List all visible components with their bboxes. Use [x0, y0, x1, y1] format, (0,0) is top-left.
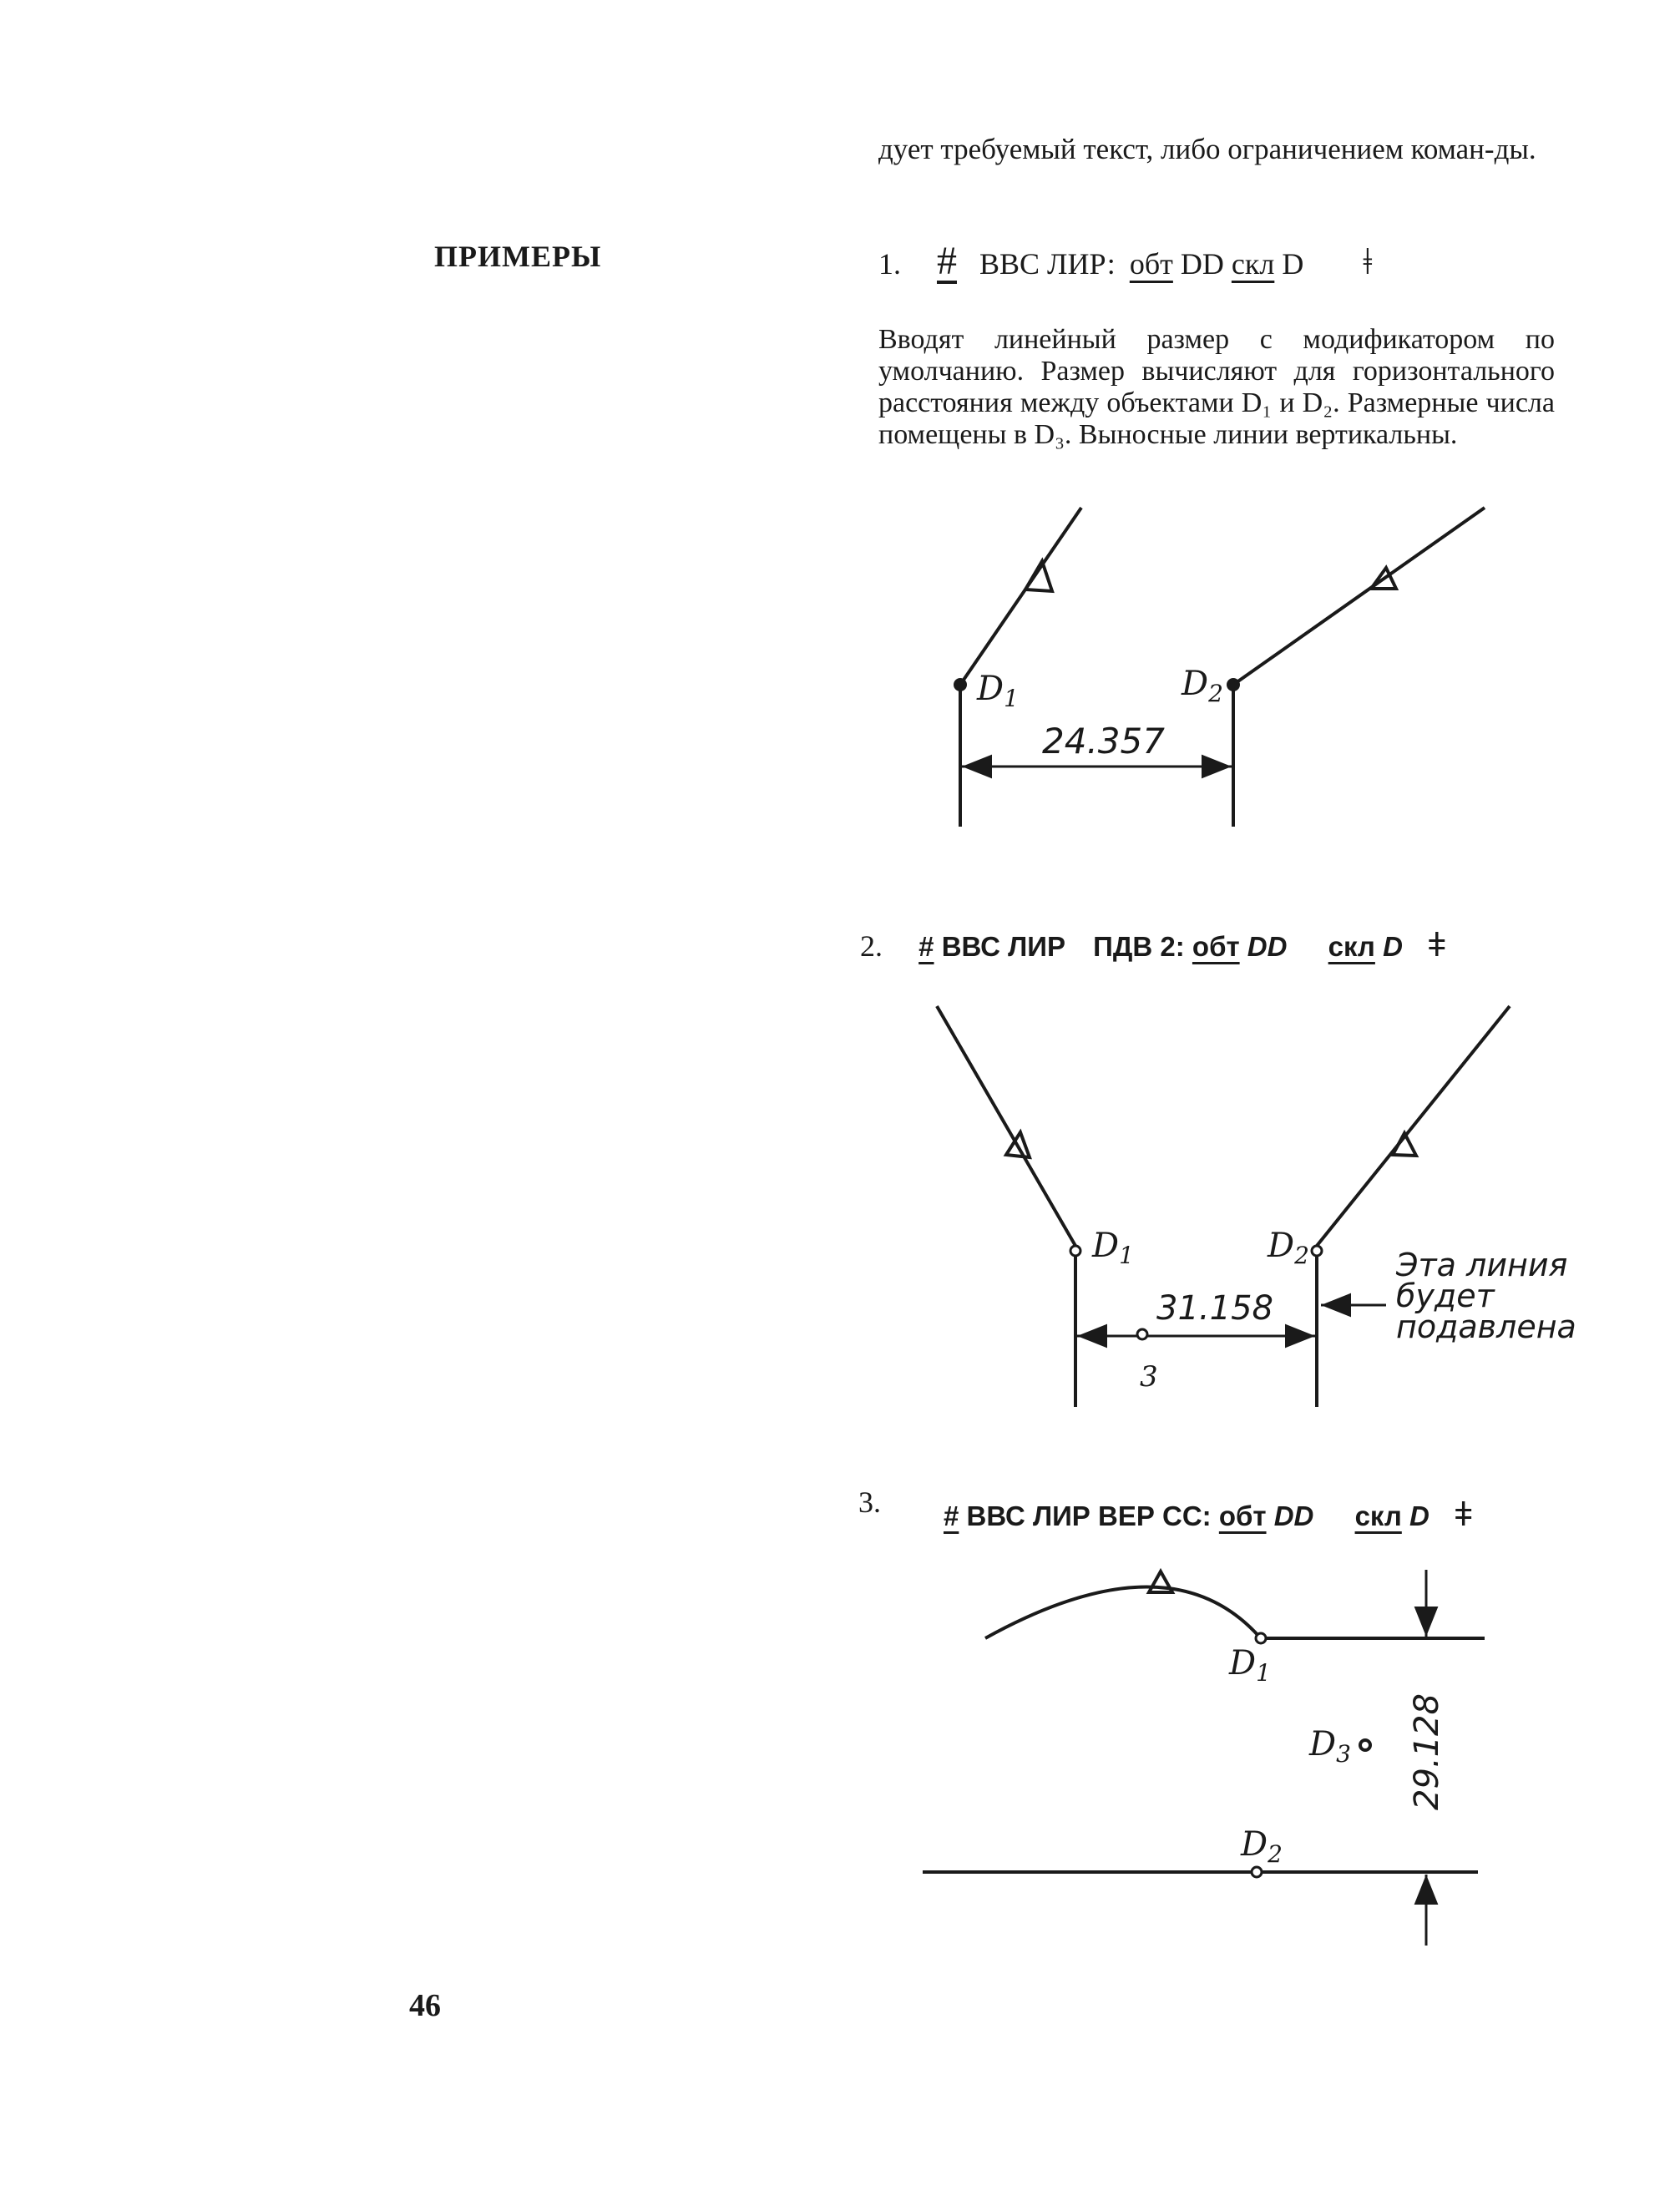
- example-1-number: 1.: [878, 247, 901, 281]
- fig3-label-d2: $D_2$: [1241, 1825, 1283, 1868]
- fig3-point-d2: [1252, 1867, 1262, 1877]
- example-1-command-name: ВВС ЛИР:: [979, 247, 1116, 281]
- example-3-terminator: ǂ: [1454, 1496, 1474, 1533]
- fig2-note-line-3: подавлена: [1396, 1308, 1576, 1345]
- example-1-value2: D: [1282, 247, 1304, 281]
- example-2-command-name: ВВС ЛИР: [941, 931, 1065, 962]
- fig1-point-d1: [955, 680, 965, 690]
- fig3-arc: [985, 1586, 1259, 1638]
- section-heading: ПРИМЕРЫ: [434, 240, 602, 273]
- example-3-hash: #: [944, 1500, 959, 1531]
- fig3-triangle-marker: [1149, 1571, 1172, 1592]
- example-2-arg2: скл: [1328, 931, 1375, 962]
- example-1-arg1: обт: [1129, 247, 1173, 281]
- example-1-arg2: скл: [1231, 247, 1275, 281]
- fig1-triangle-marker-1: [1025, 561, 1052, 591]
- page-number: 46: [409, 1988, 441, 2023]
- fig1-point-d2: [1228, 680, 1238, 690]
- example-2-terminator: ǂ: [1427, 927, 1447, 964]
- example-1-terminator: ǂ: [1363, 241, 1373, 282]
- fig2-label-d3: 3: [1140, 1360, 1158, 1394]
- example-2-arg1: обт: [1192, 931, 1240, 962]
- fig3-dimension-value: 29.128: [1408, 1693, 1446, 1810]
- intro-paragraph: дует требуемый текст, либо ограничением коман-ды.: [878, 133, 1536, 165]
- example-3-arg1: обт: [1218, 1500, 1267, 1531]
- fig1-label-d1: $D_1$: [977, 670, 1019, 712]
- example-1-hash: #: [937, 239, 957, 283]
- example-3-value1: DD: [1273, 1500, 1314, 1531]
- fig1-object-line-1: [960, 508, 1081, 685]
- example-3-value2: D: [1409, 1500, 1430, 1531]
- example-2-hash: #: [918, 931, 934, 962]
- fig2-triangle-marker-2: [1393, 1133, 1416, 1156]
- fig1-label-d2: $D_2$: [1182, 665, 1223, 707]
- fig2-note-line-2: будет: [1396, 1278, 1495, 1314]
- fig2-object-line-1: [937, 1006, 1075, 1246]
- example-3-number: 3.: [858, 1485, 881, 1519]
- fig2-note-line-1: Эта линия: [1396, 1247, 1568, 1283]
- fig3-label-d3: $D_3$: [1309, 1725, 1351, 1768]
- fig2-point-d2: [1312, 1246, 1322, 1256]
- fig3-label-d1: $D_1$: [1229, 1644, 1271, 1687]
- fig2-point-d3: [1137, 1329, 1147, 1339]
- example-2-value2: D: [1383, 931, 1403, 962]
- example-2-number: 2.: [860, 929, 883, 963]
- example-3-arg2: скл: [1354, 1500, 1402, 1531]
- figure-1: [955, 508, 1485, 827]
- example-1-value1: DD: [1180, 247, 1224, 281]
- fig1-object-line-2: [1233, 508, 1485, 685]
- fig3-point-d1: [1256, 1633, 1266, 1643]
- fig2-label-d2: $D_2$: [1268, 1227, 1309, 1269]
- example-2-value1: DD: [1247, 931, 1288, 962]
- figure-2: [937, 1006, 1510, 1407]
- example-3-command-name: ВВС ЛИР ВЕР СС:: [966, 1500, 1212, 1531]
- example-1-description: Вводят линейный размер с модификатором по умолчанию. Размер вычисляют для горизонтального расстояния между объектами D₁ и D₂. Размерные числа помещены в D₃. Выносные линии вертикальны.: [878, 324, 1555, 450]
- fig2-point-d1: [1070, 1246, 1080, 1256]
- fig2-object-line-2: [1317, 1006, 1510, 1246]
- example-2-modifier: ПДВ 2:: [1093, 931, 1185, 962]
- fig2-dimension-value: 31.158: [1156, 1289, 1273, 1328]
- fig2-label-d1: $D_1$: [1092, 1227, 1134, 1269]
- figure-3: [923, 1570, 1485, 1946]
- fig1-dimension-value: 24.357: [1042, 721, 1165, 762]
- fig3-point-d3: [1360, 1740, 1370, 1750]
